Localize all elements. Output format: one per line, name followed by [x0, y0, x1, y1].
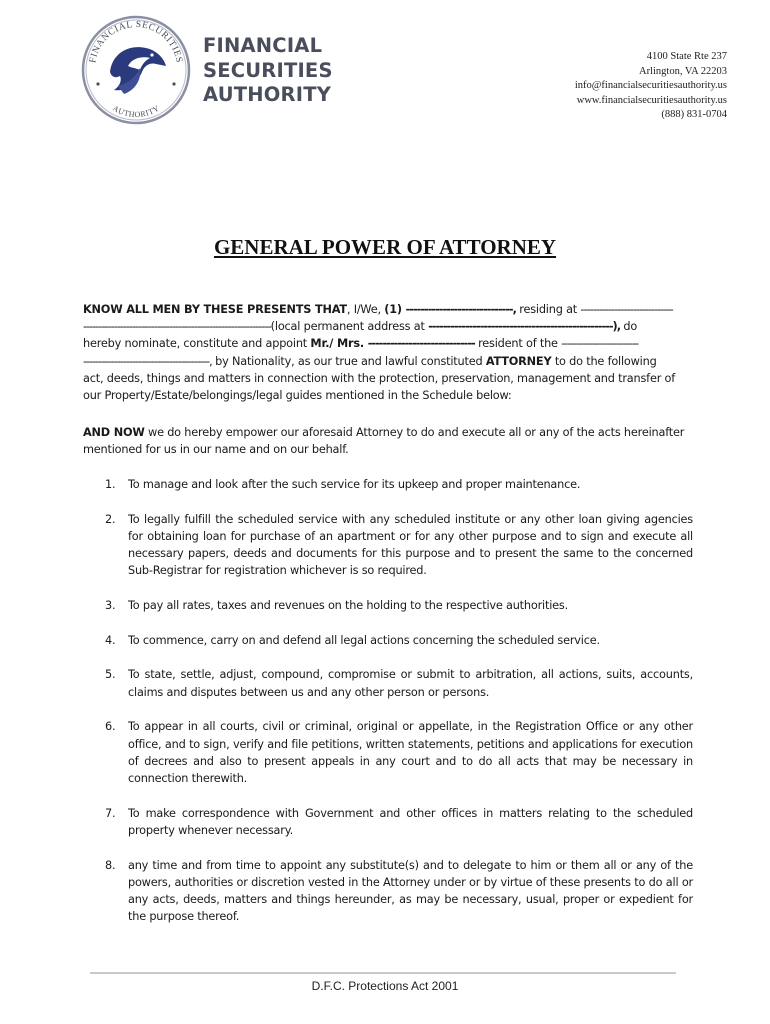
list-item [83, 511, 693, 580]
logo-wordmark [203, 34, 333, 108]
seal-text-top: FINANCIAL SECURITIES [88, 19, 184, 64]
list-item [83, 805, 693, 839]
list-item-text: To legally fulfill the scheduled service with any scheduled institute or any other loan giving agencies for obtaining loan for purchase of an apartment or for any other purpose and to sign and execute all necessary papers, deeds and documents for this purpose and to present the same to the concerned Sub-Registrar for registration whichever is so required. [128, 512, 693, 578]
intro-text-10: our Property/Estate/belongings/legal guides mentioned in the Schedule below: [83, 389, 512, 403]
list-item-number: 7. [105, 806, 116, 820]
list-item-number: 4. [105, 633, 116, 647]
logo-line-1: FINANCIAL [203, 34, 323, 57]
contact-phone: (888) 831-0704 [661, 109, 727, 120]
list-item-text: To state, settle, adjust, compound, compromise or submit to arbitration, all actions, suits, accounts, claims and disputes between us and any other person or persons. [128, 668, 693, 699]
logo-line-2: SECURITIES [203, 58, 333, 82]
list-item-text: To commence, carry on and defend all legal actions concerning the scheduled service. [128, 633, 600, 647]
document-title: GENERAL POWER OF ATTORNEY [213, 235, 557, 259]
contact-website[interactable]: www.financialsecuritiesauthority.us [576, 94, 727, 106]
intro-text-2: residing at [515, 303, 581, 316]
intro-text-5: hereby nominate, constitute and appoint [83, 337, 311, 351]
list-item [83, 597, 693, 614]
list-item-number: 1. [105, 478, 116, 491]
list-item-text: To make correspondence with Government and other offices in matters relating to the scheduled property whenever necessary. [128, 806, 693, 837]
address-line-1: 4100 State Rte 237 [646, 51, 727, 62]
blank-name: -----------------------------, [405, 303, 516, 316]
intro-text-4: do [619, 320, 638, 334]
list-item [83, 666, 693, 700]
logo-seal [80, 8, 192, 128]
list-item [83, 718, 693, 787]
empower-lead: AND NOW [83, 426, 145, 439]
contact-block [575, 50, 727, 123]
footer-text: D.F.C. Protections Act 2001 [311, 979, 459, 993]
intro-lead: KNOW ALL MEN BY THESE PRESENTS THAT [83, 303, 347, 316]
intro-text-3: (local permanent address at [270, 320, 429, 334]
empower-text: we do hereby empower our aforesaid Attorney to do and execute all or any of the acts hereinafter mentioned for us in our name and on our behalf. [83, 426, 685, 457]
blank-residence: ------------------------------ [580, 303, 673, 316]
intro-text-8: to do the following [551, 354, 657, 368]
intro-text-6: resident of the [474, 337, 562, 351]
logo-line-3: AUTHORITY [203, 83, 332, 106]
address-line-2: Arlington, VA 22203 [639, 65, 727, 77]
empower-paragraph [83, 424, 690, 458]
seal-text-bottom: AUTHORITY [111, 103, 161, 120]
blank-residence-cont: ------------------------------------------------------------- [83, 320, 271, 334]
list-item [83, 857, 693, 926]
list-item-number: 2. [105, 512, 116, 526]
intro-number: (1) [384, 303, 406, 316]
list-item [83, 476, 693, 493]
intro-attorney: ATTORNEY [485, 354, 552, 368]
list-item [83, 632, 693, 649]
intro-mr-mrs: Mr./ Mrs. [310, 337, 368, 351]
intro-text-1: , I/We, [346, 303, 385, 316]
list-item-number: 6. [105, 720, 116, 734]
footer-divider [90, 972, 676, 974]
blank-permanent-address: --------------------------------------------------), [428, 320, 620, 334]
list-item-text: To appear in all courts, civil or criminal, original or appellate, in the Registration Office or any other office, and to sign, verify and file petitions, written statements, petitions and applications for execution of decrees and also to present appeals in any court and to do all acts that may be necessary in connection therewith. [128, 720, 693, 785]
blank-attorney-name: ----------------------------- [367, 337, 475, 351]
intro-text-7: by Nationality, as our true and lawful constituted [211, 354, 486, 368]
list-item-text: To manage and look after the such service for its upkeep and proper maintenance. [128, 478, 581, 491]
list-item-number: 8. [105, 858, 116, 872]
powers-list [83, 476, 693, 943]
blank-nationality: -----------------------------------------, [83, 354, 212, 368]
list-item-text: any time and from time to appoint any substitute(s) and to delegate to him or them all or any of the powers, authorities or discretion vested in the Attorney under or by virtue of these presents to do all or any acts, deeds, matters and things hereunder, as may be necessary, usual, proper or expedient for the purpose thereof. [128, 858, 693, 924]
contact-email[interactable]: info@financialsecuritiesauthority.us [574, 80, 727, 91]
intro-paragraph [83, 301, 690, 404]
list-item-text: To pay all rates, taxes and revenues on the holding to the respective authorities. [128, 599, 568, 613]
blank-resident-of: ------------------------- [561, 337, 639, 351]
intro-text-9: act, deeds, things and matters in connection with the protection, preservation, management and transfer of [83, 371, 676, 385]
list-item-number: 3. [105, 599, 116, 613]
list-item-number: 5. [105, 668, 116, 682]
